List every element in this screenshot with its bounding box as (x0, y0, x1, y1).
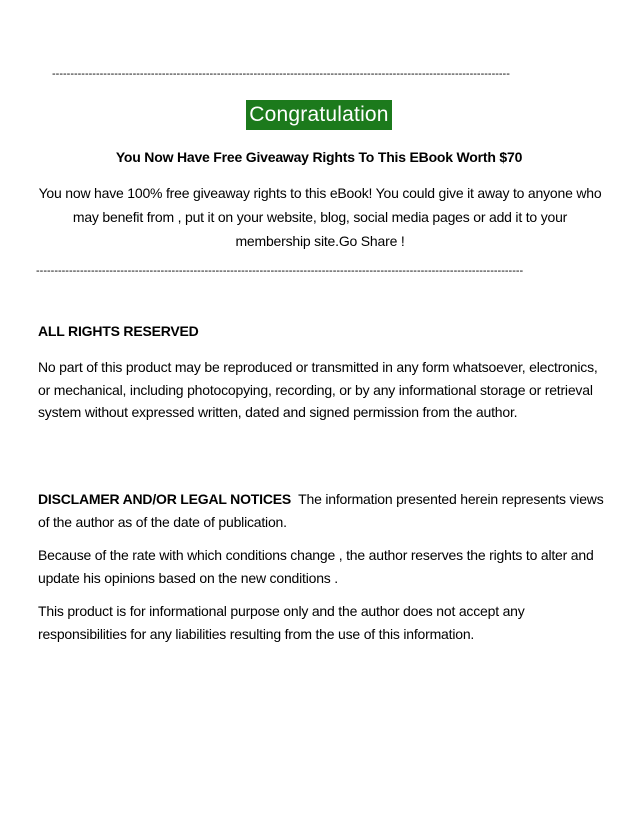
rights-paragraph: No part of this product may be reproduced or transmitted in any form whatsoever, electronics, or mechanical, including photocopying, recording, or by any informational storage or retrieval system without expressed written, dated and signed permission from the author. (38, 359, 598, 420)
rights-heading: ALL RIGHTS RESERVED (38, 323, 199, 339)
bottom-dashed-divider: ------------------------------------------------------------------------------------------------------------------------------------- (36, 265, 524, 277)
disclaimer-paragraph-1 (38, 488, 608, 533)
disclaimer-paragraph-2: Because of the rate with which conditions change , the author reserves the rights to alter and update his opinions based on the new conditions . (38, 547, 594, 586)
disclaimer-paragraph-3: This product is for informational purpose only and the author does not accept any responsibilities for any liabilities resulting from the use of this information. (38, 603, 525, 642)
disclaimer-intro-text: The information presented herein represents views of the author as of the date of publication. (38, 491, 608, 530)
top-dashed-divider: ----------------------------------------------------------------------------------------------------------------------------- (52, 68, 510, 80)
subtitle: You Now Have Free Giveaway Rights To This EBook Worth $70 (115, 149, 523, 165)
page-title: Congratulation (246, 100, 391, 130)
disclaimer-heading: DISCLAMER AND/OR LEGAL NOTICES (38, 491, 292, 507)
intro-paragraph: You now have 100% free giveaway rights to this eBook! You could give it away to anyone who may benefit from , put it on your website, blog, social media pages or add it to your membership site.Go Share ! (38, 185, 602, 249)
title-container (0, 100, 638, 130)
